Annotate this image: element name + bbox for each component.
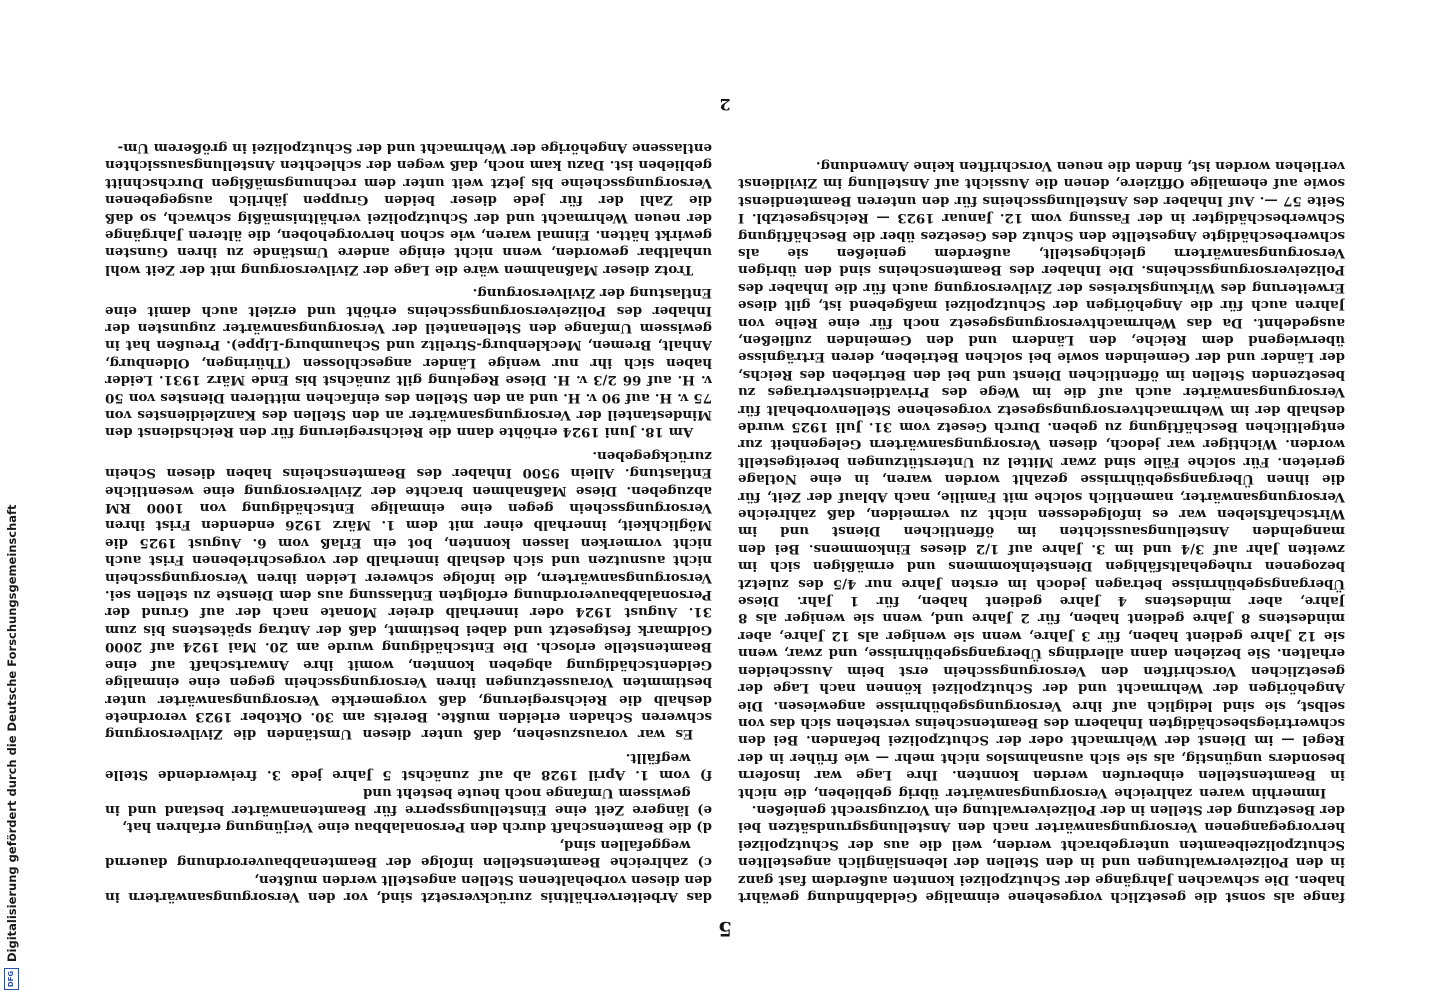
list-item: e) längere Zeit eine Einstellungssperre für Beamtenanwärter bestand und in gewissem Umfange noch heute besteht und xyxy=(105,784,712,818)
right-column xyxy=(105,135,712,905)
paragraph: das Arbeiterverhältnis zurückversetzt sind, vor den Versorgungsanwärtern in den diesen vorbehaltenen Stellen angestellt werden mußten, xyxy=(105,871,712,905)
sheet-signature: 2 xyxy=(719,95,731,114)
page-number: 5 xyxy=(718,917,732,941)
paragraph: Immerhin waren zahlreiche Versorgungsanwärter übrig geblieben, die nicht in Beamtenstellen einberufen werden konnten. Ihre Lage war insofern besonders ungünstig, als sie sich ausnahmslos nicht mehr — wie früher in der Regel — im Dienst der Wehrmacht oder der Schutzpolizei befanden. Bei den schwertriegsbeschädigten Inhabern des Beamtenscheins verstehen sich das von selbst, sie sind lediglich auf ihre Versorgungsgebührnisse angewiesen. Die Angehörigen der Wehrmacht und der Schutzpolizei können nach Lage der gesetzlichen Vorschriften den Versorgungsschein erst beim Ausscheiden erhalten. Sie beziehen dann allerdings Übergangsgebührnisse, und zwar, wenn sie 12 Jahre gedient haben, für 3 Jahre, wenn sie weniger als 12 Jahre, aber mindestens 8 Jahre gedient haben, für 2 Jahre und, wenn sie weniger als 8 Jahre, aber mindestens 4 Jahre gedient haben, für 1 Jahr. Diese Übergangsgebührnisse betragen jedoch im ersten Jahre nur 4/5 des zuletzt bezogenen ruhegehaltsfähigen Diensteinkommens und ermäßigen sich im zweiten Jahr auf 3/4 und im 3. Jahre auf 1/2 dieses Einkommens. Bei den mangelnden Anstellungsaussichten im öffentlichen Dienst und im Wirtschaftsleben war es infolgedessen nicht zu vermeiden, daß zahlreiche Versorgungsanwärter, namentlich solche mit Familie, nach Ablauf der Zeit, für die ihnen Übergangsgebührnisse gezahlt worden waren, in eine Notlage gerieten. Für solche Fälle sind zwar Mittel zu Unterstützungen bereitgestellt worden. Wichtiger war jedoch, diesen Versorgungsanwärtern Gelegenheit zur entgeltlichen Beschäftigung zu geben. Durch Gesetz vom 31. Juli 1925 wurde deshalb der im Wehrmachtversorgungsgesetz vorgesehene Stellenvorbehalt für Versorgungsanwärter auch auf die im Wege des Privatdienstvertrages zu besetzenden Stellen im öffentlichen Dienst und bei den Betrieben des Reichs, der Länder und der Gemeinden sowie bei solchen Betrieben, deren Erträgnisse überwiegend dem Reiche, den Ländern und den Gemeinden zufließen, ausgedehnt. Da das Wehrmachtversorgungsgesetz noch für eine Reihe von Jahren auch für die Angehörigen der Schutzpolizei maßgebend ist, gilt diese Erweiterung des Wirkungskreises der Zivilversorgung auch für die Inhaber des Polizeiversorgungsscheins. Die Inhaber des Beamtenscheins sind den übrigen Versorgungsanwärtern gleichgestellt, außerdem genießen sie als schwerbeschädigte Angestellte den Schutz des Gesetzes über die Beschäftigung Schwerbeschädigter in der Fassung vom 12. Januar 1923 — Reichsgesetzbl. I Seite 57 —. Auf Inhaber des Anstellungsscheins für den unteren Beamtendienst sowie auf ehemalige Offiziere, denen die Aussicht auf Anstellung im Zivildienst verliehen worden ist, finden die neuen Vorschriften keine Anwendung. xyxy=(738,157,1345,801)
paragraph: Trotz dieser Maßnahmen wäre die Lage der Zivilversorgung mit der Zeit wohl unhaltbar geworden, wenn nicht einige andere Umstände zu ihren Gunsten gewirkt hätten. Einmal waren, wie schon hervorgehoben, die älteren Jahrgänge der neuen Wehrmacht und der Schutzpolizei verhältnismäßig schwach, so daß die Zahl der für jede dieser beiden Gruppen jährlich ausgegebenen Versorgungsscheine bis jetzt weit unter dem rechnungsmäßigen Durchschnitt geblieben ist. Dazu kam noch, daß wegen der schlechten Anstellungsaussichten entlassene Angehörige der Wehrmacht und der Schutzpolizei in größerem Um- xyxy=(105,139,712,278)
dfg-credit-text: Digitalisierung gefördert durch die Deutsche Forschungsgemeinschaft xyxy=(4,504,19,962)
paragraph: Es war vorauszusehen, daß unter diesen Umständen die Zivilversorgung schweren Schaden erleiden mußte. Bereits am 30. Oktober 1923 verordnete deshalb die Reichsregierung, daß vorgemerkte Versorgungsanwärter unter bestimmten Voraussetzungen ihren Versorgungsschein gegen eine einmalige Geldentschädigung abgeben konnten, womit ihre Anwartschaft auf eine Beamtenstelle erlosch. Die Entschädigung wurde am 20. Mai 1924 auf 2000 Goldmark festgesetzt und dabei bestimmt, daß der Antrag spätestens bis zum 31. August 1924 oder innerhalb dreier Monate nach der auf Grund der Personalabbauverordnung erfolgten Entlassung aus dem Dienste zu stellen sei. Versorgungsanwärtern, die infolge schwerer Leiden ihren Versorgungsschein nicht ausnutzen und sich deshalb innerhalb der vorgeschriebenen Frist auch nicht vormerken lassen konnten, bot ein Erlaß vom 6. August 1925 die Möglichkeit, innerhalb einer mit dem 1. März 1926 endenden Frist ihren Versorgungsschein gegen eine einmalige Entschädigung von 1000 RM abzugeben. Diese Maßnahmen brachte der Zivilversorgung eine wesentliche Entlastung. Allein 9500 Inhaber des Beamtenscheins haben diesen Schein zurückgegeben. xyxy=(105,447,712,743)
left-column xyxy=(738,135,1345,905)
list-item: d) die Beamtenschaft durch den Personalabbau eine Verjüngung erfahren hat, xyxy=(122,819,712,836)
document-page xyxy=(95,85,1355,945)
paragraph: Am 18. Juni 1924 erhöhte dann die Reichsregierung für den Reichsdienst den Mindestanteil der Versorgungsanwärter an den Stellen des Kanzleidienstes von 75 v. H. auf 90 v. H. und an den Stellen des einfachen mittleren Dienstes von 50 v. H. auf 66 2/3 v. H. Diese Regelung gilt zunächst bis Ende März 1931. Leider haben sich ihr nur wenige Länder angeschlossen (Thüringen, Oldenburg, Anhalt, Bremen, Mecklenburg-Strelitz und Schaumburg-Lippe). Preußen hat in gewissem Umfange den Stellenanteil der Versorgungsanwärter zugunsten der Inhaber des Polizeiversorgungsscheins erhöht und erzielt auch damit eine Entlastung der Zivilversorgung. xyxy=(105,285,712,441)
list-item: c) zahlreiche Beamtenstellen infolge der Beamtenabbauverordnung dauernd weggefallen sind, xyxy=(105,836,712,871)
dfg-logo-icon: DFG xyxy=(4,968,19,990)
paragraph: fange als sonst die gesetzlich vorgesehene einmalige Geldabfindung gewährt haben. Die schwachen Jahrgänge der Schutzpolizei konnten außerdem fast ganz in den Polizeiverwaltungen und in den Stellen der lebenslänglich angestellten Schutzpolizeibeamten untergebracht werden, weil die aus der Schutzpolizei hervorgegangenen Versorgungsanwärter nach den Anstellungsgrundsätzen bei der Besetzung der Stellen in der Polizeiverwaltung ein Vorzugsrecht genießen. xyxy=(738,801,1345,905)
list-item: f) vom 1. April 1928 ab auf zunächst 5 Jahre jede 3. freiwerdende Stelle wegfällt. xyxy=(105,749,712,784)
text-columns xyxy=(105,135,1345,905)
